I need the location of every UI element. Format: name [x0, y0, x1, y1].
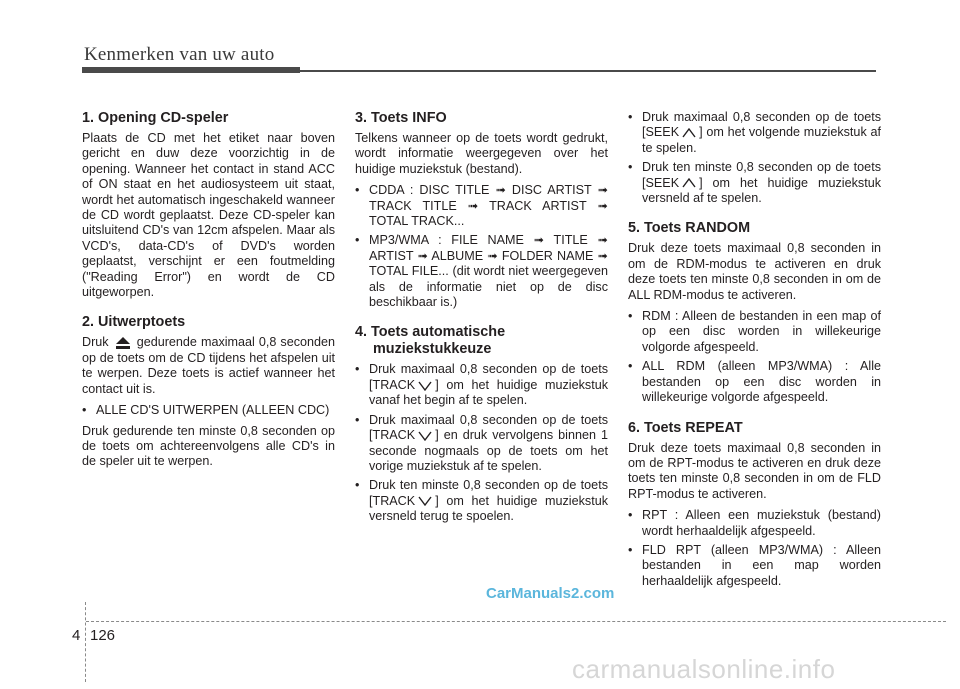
- section-info: [355, 110, 608, 310]
- section-track-select: [355, 324, 608, 524]
- section-title: 6. Toets REPEAT: [628, 419, 743, 436]
- section-opening-cd: [82, 110, 335, 300]
- section-title: 4. Toets automatische muziekstukkeuze: [355, 324, 506, 358]
- section-random: [628, 220, 881, 405]
- chevron-down-icon: [418, 381, 432, 391]
- list-item: • Druk ten minste 0,8 seconden op de toets [TRACK ] om het huidige muziekstuk versneld terug te spoelen.: [355, 478, 608, 524]
- header-rule: [82, 70, 876, 72]
- list-item: • Druk maximaal 0,8 seconden op de toets [TRACK ] om het huidige muziekstuk vanaf het begin af te spelen.: [355, 362, 608, 408]
- column-1: [82, 110, 335, 484]
- footer-vertical-rule: [85, 602, 87, 682]
- list-item: • Druk maximaal 0,8 seconden op de toets [SEEK ] om het volgende muziekstuk af te spelen.: [628, 110, 881, 156]
- footer-horizontal-rule: [86, 621, 946, 622]
- section-title: 1. Opening CD-speler: [82, 110, 229, 126]
- list-item: • MP3/WMA : FILE NAME ➟ TITLE ➟ ARTIST ➟ ALBUME ➟ FOLDER NAME ➟ TOTAL FILE... (dit wordt niet weergegeven als de informatie niet op de disc beschikbaar is.): [355, 233, 608, 310]
- bullet-list: [628, 309, 881, 405]
- paragraph: Telkens wanneer op de toets wordt gedrukt, wordt informatie weergegeven over het huidige muziekstuk (bestand).: [355, 131, 608, 176]
- bullet-list: [628, 110, 881, 206]
- list-item: • CDDA : DISC TITLE ➟ DISC ARTIST ➟ TRACK TITLE ➟ TRACK ARTIST ➟ TOTAL TRACK...: [355, 183, 608, 229]
- list-item: • RPT : Alleen een muziekstuk (bestand) wordt herhaaldelijk afgespeeld.: [628, 508, 881, 539]
- section-eject: [82, 314, 335, 469]
- column-3: [628, 110, 881, 603]
- eject-icon: [116, 337, 130, 349]
- section-repeat: [628, 420, 881, 590]
- list-item: • Druk ten minste 0,8 seconden op de toets [SEEK ] om het huidige muziekstuk versneld af te spelen.: [628, 160, 881, 206]
- chevron-up-icon: [682, 178, 696, 188]
- section-title: 3. Toets INFO: [355, 110, 447, 126]
- chevron-up-icon: [682, 128, 696, 138]
- section-title: 5. Toets RANDOM: [628, 220, 751, 237]
- paragraph: Druk gedurende ten minste 0,8 seconden op de toets om achtereenvolgens alle CD's in de speler uit te werpen.: [82, 423, 335, 469]
- bullet-list: [355, 183, 608, 310]
- section-seek: [628, 110, 881, 206]
- chapter-number: 4: [72, 627, 81, 644]
- column-2: [355, 110, 608, 539]
- bullet-list: [355, 362, 608, 524]
- paragraph: Druk deze toets maximaal 0,8 seconden in om de RDM-modus te activeren en druk deze toets ten minste 0,8 seconden in om de ALL RDM-modus te activeren.: [628, 241, 881, 302]
- list-item: • Druk maximaal 0,8 seconden op de toets [TRACK ] en druk vervolgens binnen 1 seconde nogmaals op de toets om het vorige muziekstuk af te spelen.: [355, 413, 608, 475]
- bullet-list: [82, 403, 335, 418]
- list-item: • ALLE CD'S UITWERPEN (ALLEEN CDC): [82, 403, 335, 418]
- paragraph: Druk gedurende maximaal 0,8 seconden op de toets om de CD tijdens het afspelen uit te werpen. Deze toets is actief wanneer het contact uit is.: [82, 335, 336, 396]
- paragraph: Plaats de CD met het etiket naar boven gericht en duw deze voorzichtig in de opening. Wanneer het contact in stand ACC of ON staat en het audiosysteem uit staat, wordt het automatisch ingeschakeld wanneer de CD wordt geplaatst. Deze CD-speler kan uitsluitend CD's van 12cm afspelen. Maar als VCD's, data-CD's of DVD's worden geplaatst, verschijnt er een foutmelding ("Reading Error") en wordt de CD uitgeworpen.: [82, 131, 335, 300]
- page-number: 126: [90, 627, 116, 644]
- chevron-down-icon: [418, 496, 432, 506]
- watermark-carmanualsonline: carmanualsonline.info: [572, 654, 836, 684]
- bullet-list: [628, 508, 881, 589]
- paragraph: Druk deze toets maximaal 0,8 seconden in om de RPT-modus te activeren en druk deze toets ten minste 0,8 seconden in om de FLD RPT-modus te activeren.: [628, 440, 881, 501]
- chevron-down-icon: [418, 431, 432, 441]
- section-title: 2. Uitwerptoets: [82, 314, 186, 331]
- watermark-carmanuals2: CarManuals2.com: [486, 585, 615, 602]
- list-item: • ALL RDM (alleen MP3/WMA) : Alle bestanden op een disc worden in willekeurige volgorde afgespeeld.: [628, 359, 881, 405]
- page-header-title: Kenmerken van uw auto: [84, 44, 275, 65]
- list-item: • FLD RPT (alleen MP3/WMA) : Alleen bestanden in een map worden herhaaldelijk afgespeeld.: [628, 543, 881, 589]
- list-item: • RDM : Alleen de bestanden in een map of op een disc worden in willekeurige volgorde afgespeeld.: [628, 309, 881, 355]
